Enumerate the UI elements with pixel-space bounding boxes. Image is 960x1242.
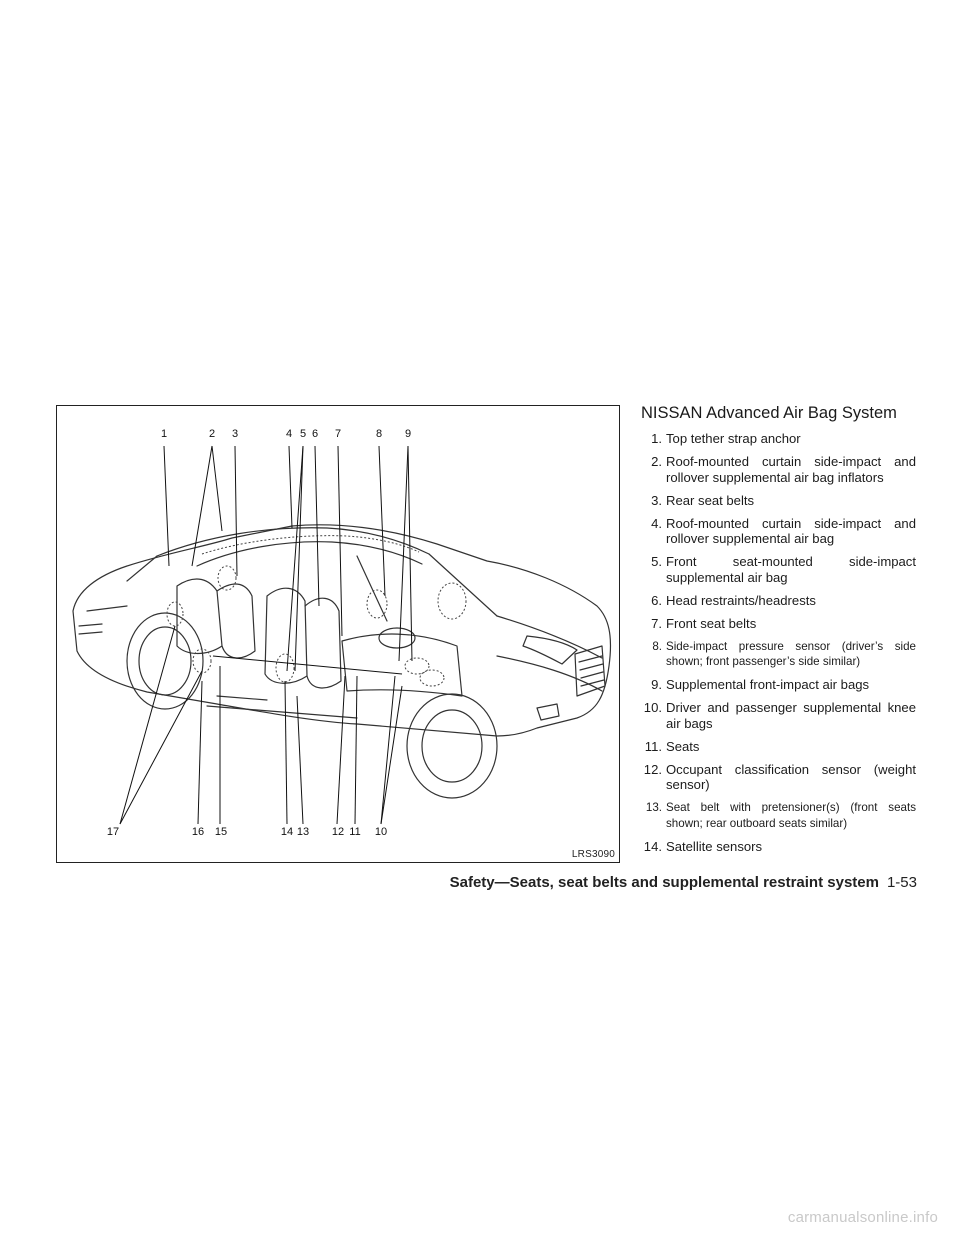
legend-item	[628, 739, 916, 755]
legend-item-number: 10.	[643, 700, 662, 715]
legend-item	[628, 800, 916, 831]
legend-item	[628, 839, 916, 855]
callout-17: 17	[106, 826, 120, 838]
legend-item-text: Top tether strap anchor	[666, 431, 801, 446]
callout-15: 15	[214, 826, 228, 838]
legend-item-number: 5.	[651, 554, 662, 569]
legend-item-text: Side-impact pressure sensor (driver’s side shown; front passenger’s side similar)	[666, 639, 916, 668]
callout-1: 1	[160, 428, 168, 440]
legend-item	[628, 493, 916, 509]
legend-item-text: Occupant classification sensor (weight sensor)	[666, 761, 916, 792]
section-title: Safety—Seats, seat belts and supplemental restraint system	[449, 874, 879, 891]
legend-item-number: 14.	[643, 838, 662, 854]
callout-3: 3	[231, 428, 239, 440]
legend-item-number: 12.	[643, 761, 662, 777]
legend-item-text: Head restraints/headrests	[666, 592, 816, 608]
legend-item-number: 4.	[651, 515, 662, 531]
legend-item-number: 3.	[651, 492, 662, 508]
legend-item	[628, 616, 916, 632]
airbag-system-figure	[56, 405, 620, 863]
legend-item	[628, 454, 916, 485]
legend-item-number: 11.	[644, 738, 662, 754]
legend	[628, 404, 916, 862]
legend-item-number: 6.	[651, 592, 662, 608]
legend-item-text: Seat belt with pretensioner(s) (front seats shown; rear outboard seats similar)	[666, 801, 916, 830]
legend-item	[628, 554, 916, 585]
legend-item-text: Seats	[666, 738, 700, 754]
legend-item-text: Satellite sensors	[666, 838, 763, 854]
legend-item-text: Rear seat belts	[666, 492, 755, 508]
legend-item	[628, 762, 916, 793]
legend-item-text: Front seat belts	[666, 615, 757, 631]
car-cutaway-illustration	[57, 406, 621, 864]
legend-item	[628, 677, 916, 693]
callout-10: 10	[374, 826, 388, 838]
callout-2: 2	[208, 428, 216, 440]
callout-11: 11	[349, 826, 361, 838]
callout-16: 16	[191, 826, 205, 838]
legend-item	[628, 639, 916, 670]
legend-item-text: Front seat-mounted side-impact supplemental air bag	[666, 554, 916, 585]
callout-13: 13	[296, 826, 310, 838]
legend-item-text: Roof-mounted curtain side-impact and rollover supplemental air bag inflators	[666, 454, 916, 485]
callout-6: 6	[311, 428, 319, 440]
legend-item-number: 8.	[652, 639, 662, 653]
page-number: 1-53	[886, 874, 917, 891]
legend-item-text: Roof-mounted curtain side-impact and rollover supplemental air bag	[666, 515, 916, 546]
callout-14: 14	[280, 826, 294, 838]
legend-item-text: Supplemental front-impact air bags	[666, 677, 870, 692]
page-footer	[450, 874, 917, 891]
legend-item-number: 9.	[651, 677, 662, 692]
watermark: carmanualsonline.info	[787, 1209, 938, 1226]
legend-item	[628, 516, 916, 547]
legend-item	[628, 593, 916, 609]
callout-4: 4	[285, 428, 293, 440]
callout-8: 8	[375, 428, 383, 440]
callout-7: 7	[334, 428, 342, 440]
legend-item-number: 1.	[651, 431, 662, 446]
legend-item	[628, 700, 916, 731]
legend-item-number: 2.	[651, 454, 662, 469]
legend-item	[628, 431, 916, 447]
legend-item-number: 7.	[651, 615, 662, 631]
legend-item-text: Driver and passenger supplemental knee air bags	[666, 700, 916, 731]
legend-title: NISSAN Advanced Air Bag System	[641, 404, 897, 422]
legend-list	[628, 431, 916, 854]
callout-12: 12	[331, 826, 345, 838]
callout-5: 5	[299, 428, 307, 440]
figure-code: LRS3090	[571, 849, 615, 860]
legend-item-number: 13.	[645, 801, 662, 814]
callout-9: 9	[404, 428, 412, 440]
